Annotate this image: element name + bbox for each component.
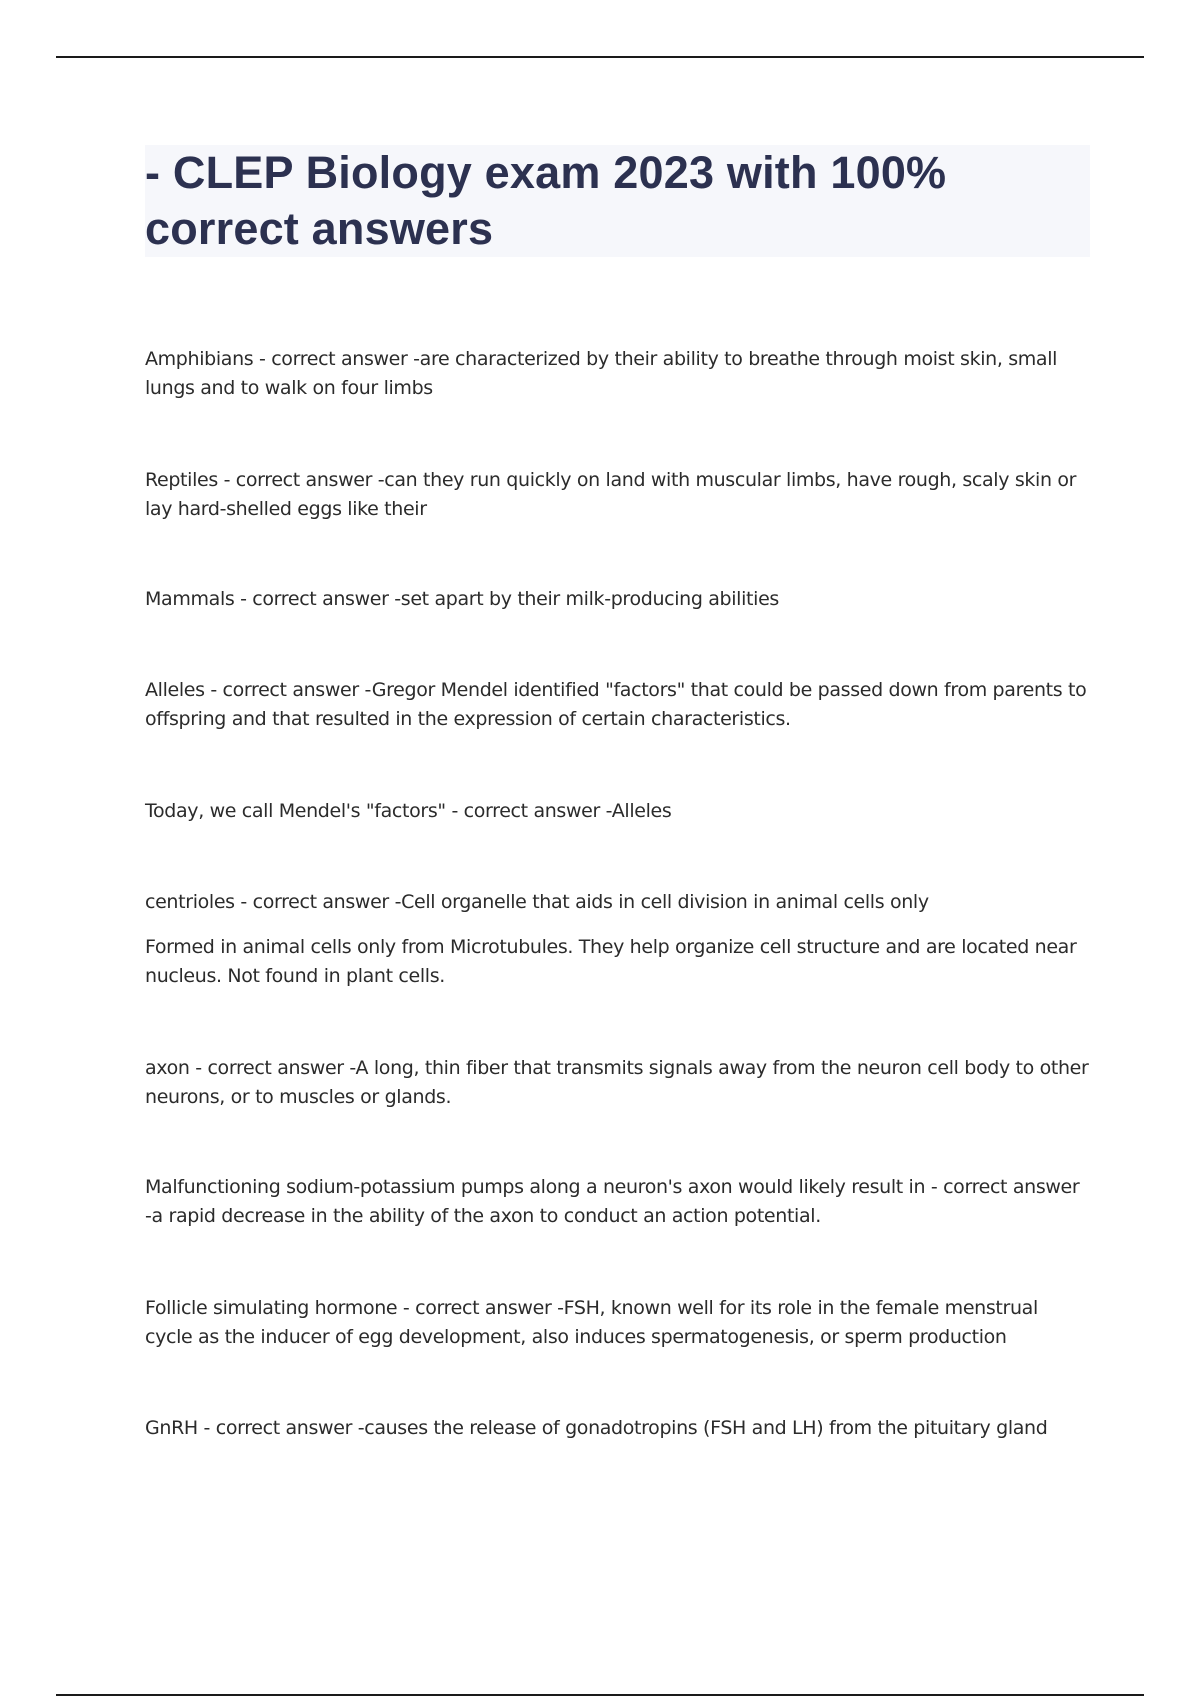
- qa-entry-alleles: Alleles - correct answer -Gregor Mendel identified "factors" that could be passed down from parents to offspring and that resulted in the expression of certain characteristics.: [145, 679, 1087, 730]
- qa-entry-centrioles: centrioles - correct answer -Cell organelle that aids in cell division in animal cells only: [145, 891, 929, 913]
- qa-entry-sodium-potassium: Malfunctioning sodium-potassium pumps along a neuron's axon would likely result in - correct answer -a rapid decrease in the ability of the axon to conduct an action potential.: [145, 1176, 1080, 1227]
- qa-entry-reptiles: Reptiles - correct answer -can they run quickly on land with muscular limbs, have rough, scaly skin or lay hard-shelled eggs like their: [145, 469, 1077, 520]
- qa-entry-axon: axon - correct answer -A long, thin fiber that transmits signals away from the neuron cell body to other neurons, or to muscles or glands.: [145, 1057, 1089, 1108]
- qa-entry-amphibians: Amphibians - correct answer -are characterized by their ability to breathe through moist skin, small lungs and to walk on four limbs: [145, 348, 1058, 399]
- title-block: [145, 145, 1090, 257]
- qa-entry-fsh: Follicle simulating hormone - correct answer -FSH, known well for its role in the female menstrual cycle as the inducer of egg development, also induces spermatogenesis, or sperm production: [145, 1297, 1038, 1348]
- qa-entry-mammals: Mammals - correct answer -set apart by their milk-producing abilities: [145, 588, 779, 610]
- document-title: - CLEP Biology exam 2023 with 100% correct answers: [145, 147, 947, 254]
- bottom-rule: [56, 1694, 1144, 1696]
- qa-entry-mendel-factors: Today, we call Mendel's "factors" - correct answer -Alleles: [145, 800, 672, 822]
- qa-entry-gnrh: GnRH - correct answer -causes the release of gonadotropins (FSH and LH) from the pituitary gland: [145, 1417, 1048, 1439]
- top-rule: [56, 56, 1144, 58]
- qa-entry-centrioles-detail: Formed in animal cells only from Microtubules. They help organize cell structure and are located near nucleus. Not found in plant cells.: [145, 936, 1077, 987]
